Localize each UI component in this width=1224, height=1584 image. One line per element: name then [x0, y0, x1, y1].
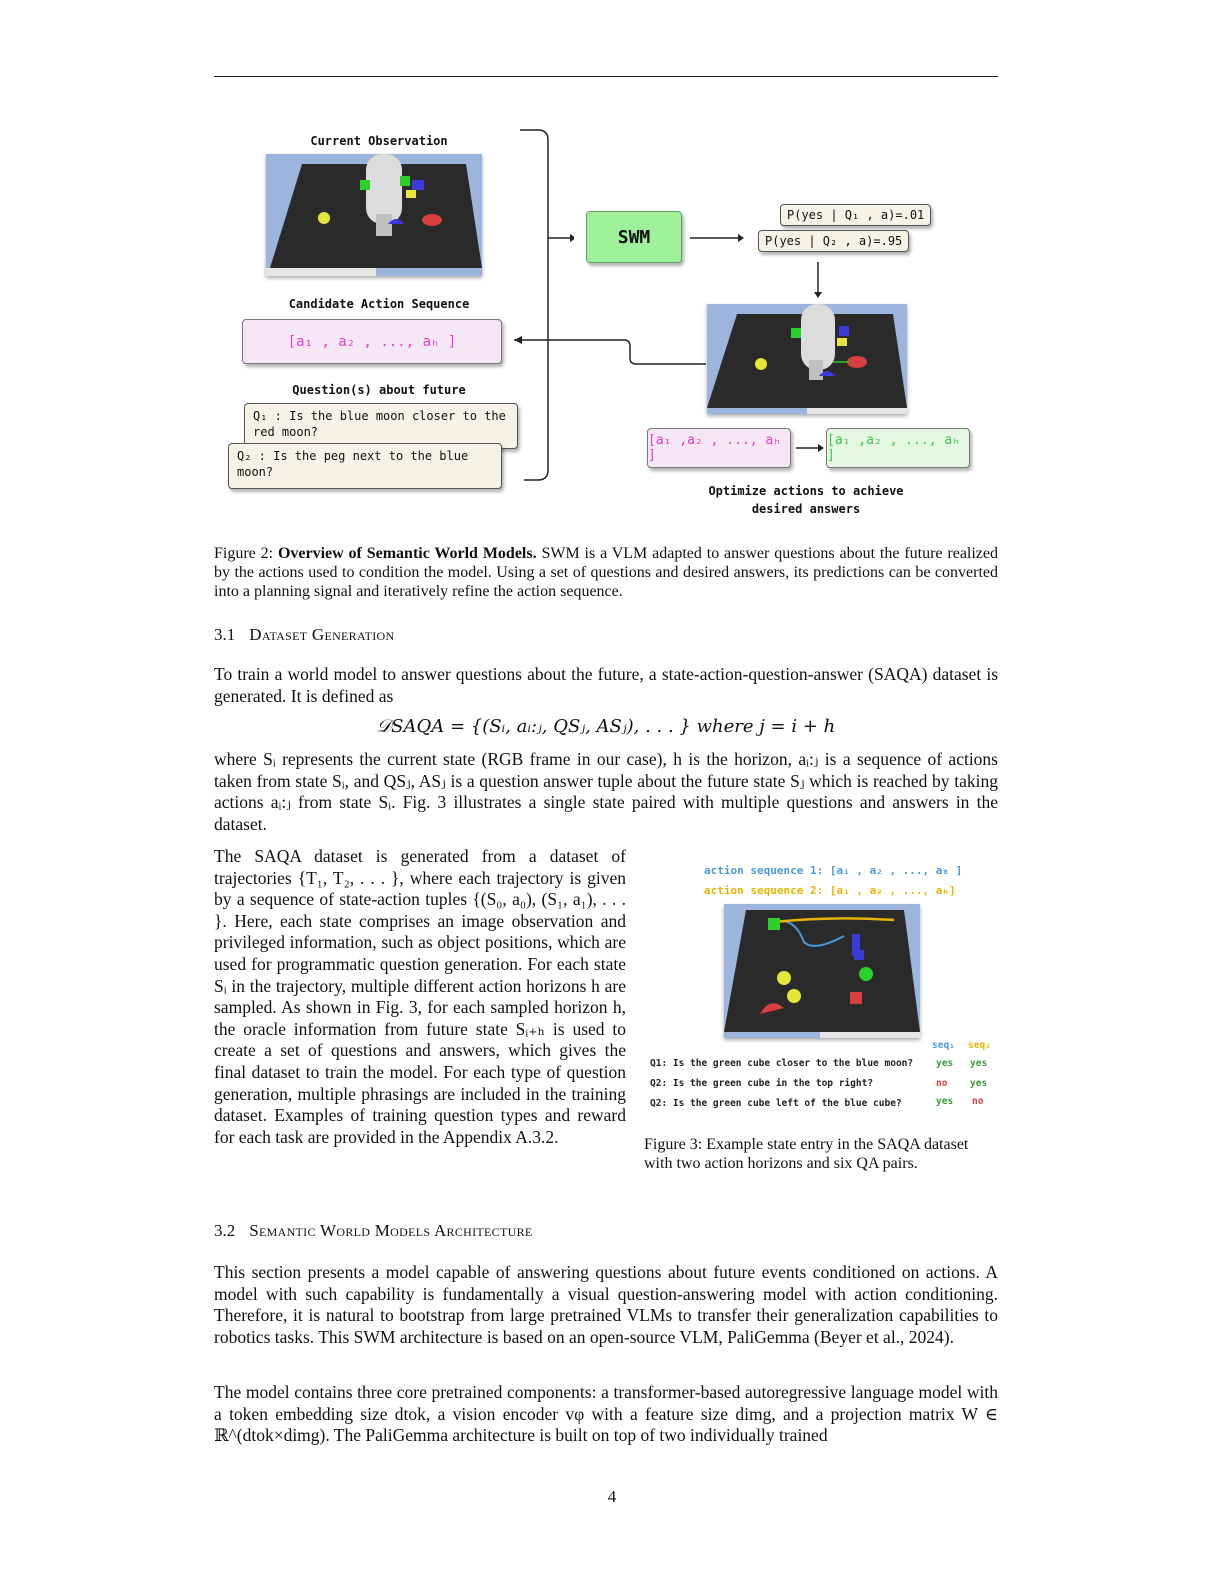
- section-3-1-title: Dataset Generation: [249, 625, 395, 644]
- current-observation-image: [266, 154, 482, 276]
- question-2-box: Q₂ : Is the peg next to the blue moon?: [228, 443, 502, 489]
- qa-row-3-answer-seq2: no: [972, 1096, 984, 1107]
- action-sequence-2-label: action sequence 2: [a₁ , a₂ , ..., aₕ]: [704, 884, 956, 897]
- section-3-2-number: 3.2: [214, 1221, 236, 1240]
- section-3-1-heading: [214, 625, 394, 645]
- gradient-action-sequence: [a₁ ,a₂ , ..., aₕ ]: [647, 428, 791, 468]
- section-3-2-heading: [214, 1221, 533, 1241]
- figure-2-caption: [214, 544, 998, 601]
- current-observation-label: Current Observation: [310, 134, 448, 148]
- qa-row-2-question: Q2: Is the green cube in the top right?: [650, 1078, 874, 1089]
- robot-scene-illustration: [266, 154, 482, 276]
- swm-model-box: SWM: [586, 211, 682, 263]
- figure-3-caption: Figure 3: Example state entry in the SAQA dataset with two action horizons and six QA pairs.: [644, 1136, 969, 1172]
- figure-2-caption-text: SWM is a VLM adapted to answer questions about the future realized by the actions used to condition the model. Using a set of questions and desired answers, its predictions can be converted into a planning signal and iteratively refine the action sequence.: [214, 545, 999, 600]
- qa-row-3-question: Q2: Is the green cube left of the blue cube?: [650, 1098, 902, 1109]
- arrow-to-updated-sequence: [794, 438, 826, 458]
- figure-2: [214, 120, 998, 530]
- grouping-brace: [514, 128, 574, 488]
- questions-label: Question(s) about future: [292, 383, 466, 397]
- figure-2-caption-prefix: Figure 2:: [214, 545, 274, 562]
- figure-3: [644, 858, 998, 1128]
- updated-action-sequence: [a₁ ,a₂ , ..., aₕ ]: [826, 428, 970, 468]
- future-scene-illustration: [707, 304, 907, 414]
- qa-row-1-question: Q1: Is the green cube closer to the blue moon?: [650, 1058, 914, 1069]
- qa-row-1-answer-seq2: yes: [970, 1058, 988, 1069]
- paragraph-5: The model contains three core pretrained components: a transformer-based autoregressive language model with a token embedding size dtok, a vision encoder vφ with a feature size dimg, and a projection matrix W ∈ ℝ^(dtok×dimg). The PaliGemma architecture is built on top of two individually trained: [214, 1382, 998, 1446]
- header-rule: [214, 76, 998, 77]
- saqa-state-image: [724, 904, 920, 1038]
- qa-row-3-answer-seq1: yes: [936, 1096, 954, 1107]
- probability-q1-box: P(yes | Q₁ , a)=.01: [780, 204, 931, 226]
- saqa-equation: 𝒟SAQA = {(Sᵢ, aᵢ:ⱼ, QSⱼ, ASⱼ), . . . } where j = i + h: [376, 716, 836, 737]
- section-3-2-title: Semantic World Models Architecture: [249, 1221, 533, 1240]
- arrow-down-to-future: [810, 260, 826, 300]
- paragraph-3: The SAQA dataset is generated from a dataset of trajectories {T₁, T₂, . . . }, where each trajectory is given by a sequence of state-action tuples {(S₀, a₀), (S₁, a₁), . . . }. Here, each state comprises an image observation and privileged information, such as object positions, which are used for programmatic question generation. For each state Sᵢ in the trajectory, multiple different action horizons h are sampled. As shown in Fig. 3, for each sampled horizon h, the oracle information from future state Sᵢ₊ₕ is used to create a set of questions and answers, which gives the final dataset to train the model. For each type of question generation, multiple phrasings are included in the training dataset. Examples of training question types and reward for each task are provided in the Appendix A.3.2.: [214, 846, 626, 1147]
- question-1-box: Q₁ : Is the blue moon closer to the red moon?: [244, 403, 518, 449]
- paragraph-2: where Sᵢ represents the current state (RGB frame in our case), h is the horizon, aᵢ:ⱼ is a sequence of actions taken from state Sᵢ, and QSⱼ, ASⱼ is a question answer tuple about the future state Sⱼ which is reached by taking actions aᵢ:ⱼ from state Sᵢ. Fig. 3 illustrates a single state paired with multiple questions and answers in the dataset.: [214, 749, 998, 834]
- action-sequence-1-label: action sequence 1: [a₁ , a₂ , ..., a₈ ]: [704, 864, 963, 877]
- qa-row-1-answer-seq1: yes: [936, 1058, 954, 1069]
- qa-row-2-answer-seq1: no: [936, 1078, 948, 1089]
- seq1-column-header: seq₁: [932, 1040, 955, 1051]
- paragraph-4: This section presents a model capable of answering questions about future events conditioned on actions. A model with such capability is fundamentally a visual question-answering model with action conditioning. Therefore, it is natural to bootstrap from large pretrained VLMs to transfer their generalization capabilities to robotics tasks. This SWM architecture is based on an open-source VLM, PaliGemma (Beyer et al., 2024).: [214, 1262, 998, 1347]
- figure-2-caption-title: Overview of Semantic World Models.: [277, 545, 537, 562]
- arrow-to-probabilities: [688, 228, 748, 248]
- candidate-action-label: Candidate Action Sequence: [288, 297, 470, 311]
- section-3-1-number: 3.1: [214, 625, 236, 644]
- optimize-label: Optimize actions to achieve desired answers: [708, 484, 904, 516]
- seq2-column-header: seq₂: [968, 1040, 991, 1051]
- predicted-future-image: [707, 304, 907, 414]
- qa-row-2-answer-seq2: yes: [970, 1078, 988, 1089]
- probability-q2-box: P(yes | Q₂ , a)=.95: [758, 230, 909, 252]
- arrow-back-to-candidate: [510, 330, 710, 370]
- saqa-scene-illustration: [724, 904, 920, 1038]
- candidate-action-sequence: [a₁ , a₂ , ..., aₕ ]: [242, 319, 502, 364]
- paragraph-1: To train a world model to answer questions about the future, a state-action-question-answer (SAQA) dataset is generated. It is defined as: [214, 664, 998, 706]
- page-number: 4: [607, 1487, 617, 1506]
